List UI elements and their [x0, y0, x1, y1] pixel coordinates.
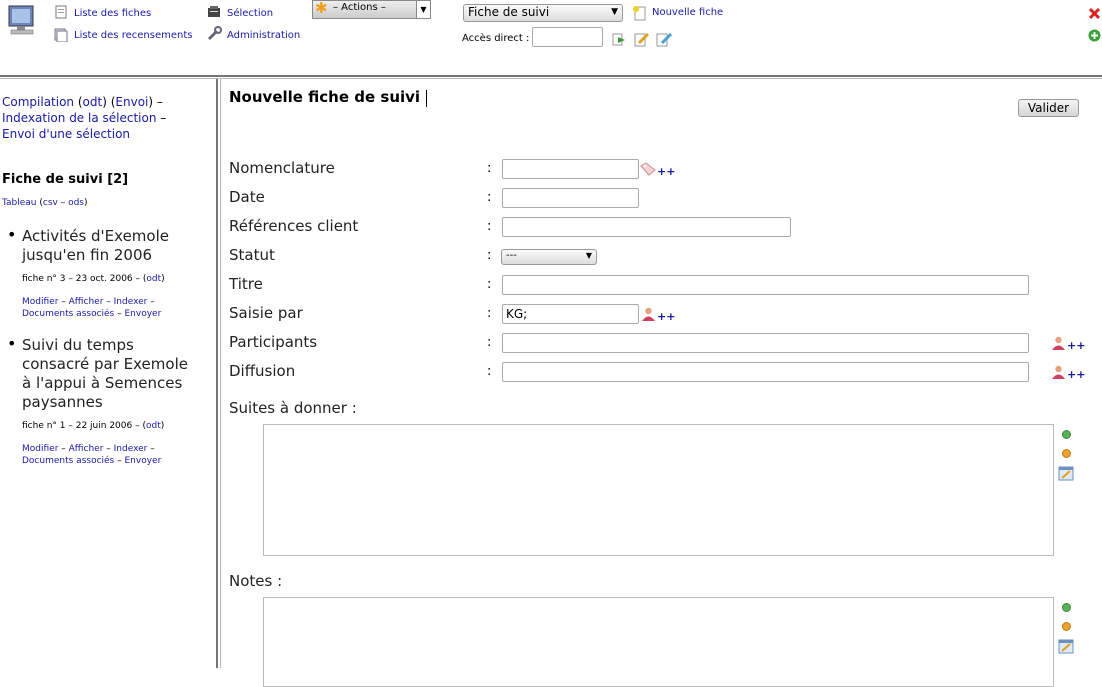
colon: : [487, 248, 492, 263]
wrench-icon [207, 26, 222, 41]
link-modifier[interactable]: Modifier [22, 444, 59, 454]
actions-dropdown-arrow[interactable]: ▼ [416, 1, 430, 18]
person-icon[interactable] [641, 306, 656, 325]
sidebar-tableau-links: Tableau (csv – ods) [2, 198, 88, 208]
link-envoyer[interactable]: Envoyer [124, 309, 162, 319]
label-nomenclature: Nomenclature [229, 159, 335, 177]
fiche-meta: fiche n° 1 – 22 juin 2006 – (odt) [22, 421, 165, 431]
expand-icon[interactable] [1062, 430, 1071, 439]
actions-select-label: – Actions – [333, 2, 386, 13]
link-indexer[interactable]: Indexer [113, 297, 148, 307]
link-fiche-odt[interactable]: odt [146, 274, 162, 284]
sidebar-divider [216, 79, 218, 668]
fiche-type-select[interactable] [463, 4, 623, 22]
colon: : [487, 219, 492, 234]
link-afficher[interactable]: Afficher [68, 297, 104, 307]
add-diffusion-link[interactable]: ++ [1067, 368, 1086, 381]
label-participants: Participants [229, 333, 318, 351]
form-panel [222, 79, 1102, 668]
bullet: • [7, 334, 17, 353]
colon: : [487, 364, 492, 379]
colon: : [487, 161, 492, 176]
label-date: Date [229, 188, 265, 206]
link-compilation-envoi[interactable]: Envoi [115, 95, 149, 109]
go-arrow-icon[interactable] [612, 32, 627, 47]
participants-input[interactable] [502, 333, 1029, 353]
colon: : [487, 277, 492, 292]
fiche-title[interactable]: Activités d'Exemole jusqu'en fin 2006 [22, 227, 169, 264]
link-compilation[interactable]: Compilation [2, 95, 75, 109]
statut-select-value: --- [506, 250, 517, 261]
list-stack-icon [54, 27, 68, 41]
fiche-type-select-label: Fiche de suivi [468, 5, 550, 19]
acces-direct-label: Accès direct : [462, 33, 530, 44]
text-cursor [426, 90, 427, 107]
link-documents-associes[interactable]: Documents associés [22, 309, 115, 319]
actions-select[interactable] [312, 0, 431, 19]
add-participants-link[interactable]: ++ [1067, 339, 1086, 352]
fiche-meta: fiche n° 3 – 23 oct. 2006 – (odt) [22, 274, 165, 284]
link-liste-recensements[interactable]: Liste des recensements [74, 30, 193, 41]
bullet: • [7, 225, 17, 244]
fiche-actions: Modifier – Afficher – Indexer – Documents associés – Envoyer [22, 297, 162, 319]
link-indexer[interactable]: Indexer [113, 444, 148, 454]
selection-icon [207, 4, 221, 18]
colon: : [487, 306, 492, 321]
link-liste-fiches[interactable]: Liste des fiches [74, 8, 152, 19]
link-selection[interactable]: Sélection [227, 8, 274, 19]
add-saisie-par-link[interactable]: ++ [657, 310, 676, 323]
edit-search-icon[interactable] [656, 31, 673, 47]
label-notes: Notes : [229, 572, 283, 590]
chevron-down-icon: ▼ [585, 251, 592, 260]
link-modifier[interactable]: Modifier [22, 297, 59, 307]
link-administration[interactable]: Administration [227, 30, 301, 41]
add-nomenclature-link[interactable]: ++ [657, 165, 676, 178]
new-document-icon[interactable] [632, 5, 648, 21]
label-references-client: Références client [229, 217, 359, 235]
edit-text-icon[interactable] [1058, 465, 1074, 485]
edit-text-icon[interactable] [1058, 638, 1074, 658]
label-titre: Titre [229, 275, 263, 293]
acces-direct-input[interactable] [532, 27, 603, 47]
link-fiche-odt[interactable]: odt [145, 421, 161, 431]
header-divider [0, 75, 1102, 77]
asterisk-icon: ✱ [315, 0, 328, 17]
link-tableau-csv[interactable]: csv [42, 198, 58, 208]
sidebar [0, 79, 215, 668]
top-toolbar [0, 0, 1102, 76]
suites-a-donner-textarea[interactable] [263, 424, 1054, 556]
add-circle-icon[interactable] [1088, 27, 1101, 40]
link-envoi-selection[interactable]: Envoi d'une sélection [2, 127, 131, 141]
label-diffusion: Diffusion [229, 362, 296, 380]
person-icon[interactable] [1051, 364, 1066, 383]
colon: : [487, 190, 492, 205]
shrink-icon[interactable] [1062, 449, 1071, 458]
link-tableau-ods[interactable]: ods [68, 198, 84, 208]
sidebar-heading: Fiche de suivi [2] [2, 172, 129, 187]
label-saisie-par: Saisie par [229, 304, 303, 322]
fiche-title[interactable]: Suivi du temps consacré par Exemole à l'appui à Semences paysannes [22, 336, 188, 411]
sidebar-divider-light [220, 79, 221, 668]
date-input[interactable] [502, 188, 639, 208]
pencil-icon[interactable] [634, 31, 650, 47]
shrink-icon[interactable] [1062, 622, 1071, 631]
titre-input[interactable] [502, 275, 1029, 295]
link-afficher[interactable]: Afficher [68, 444, 104, 454]
diffusion-input[interactable] [502, 362, 1029, 382]
sidebar-top-links: Compilation (odt) (Envoi) – Indexation de la sélection – Envoi d'une sélection [2, 95, 167, 141]
person-icon[interactable] [1051, 335, 1066, 354]
statut-select[interactable] [501, 249, 597, 265]
close-icon[interactable] [1088, 5, 1101, 18]
label-suites-a-donner: Suites à donner : [229, 399, 357, 417]
link-compilation-odt[interactable]: odt [82, 95, 103, 109]
page-title: Nouvelle fiche de suivi [229, 88, 421, 106]
link-tableau[interactable]: Tableau [2, 198, 37, 208]
link-nouvelle-fiche[interactable]: Nouvelle fiche [652, 7, 724, 18]
computer-icon[interactable] [6, 4, 38, 36]
fiche-actions: Modifier – Afficher – Indexer – Documents associés – Envoyer [22, 444, 162, 466]
link-documents-associes[interactable]: Documents associés [22, 456, 115, 466]
label-statut: Statut [229, 246, 275, 264]
saisie-par-input[interactable] [502, 304, 639, 324]
link-indexation-selection[interactable]: Indexation de la sélection [2, 111, 157, 125]
link-envoyer[interactable]: Envoyer [124, 456, 162, 466]
list-icon [54, 4, 68, 18]
chevron-down-icon: ▼ [611, 7, 618, 17]
nomenclature-input[interactable] [502, 159, 639, 179]
references-client-input[interactable] [502, 217, 791, 237]
notes-textarea[interactable] [263, 597, 1054, 687]
valider-button[interactable]: Valider [1018, 99, 1079, 117]
expand-icon[interactable] [1062, 603, 1071, 612]
tag-icon[interactable] [640, 161, 656, 180]
colon: : [487, 335, 492, 350]
